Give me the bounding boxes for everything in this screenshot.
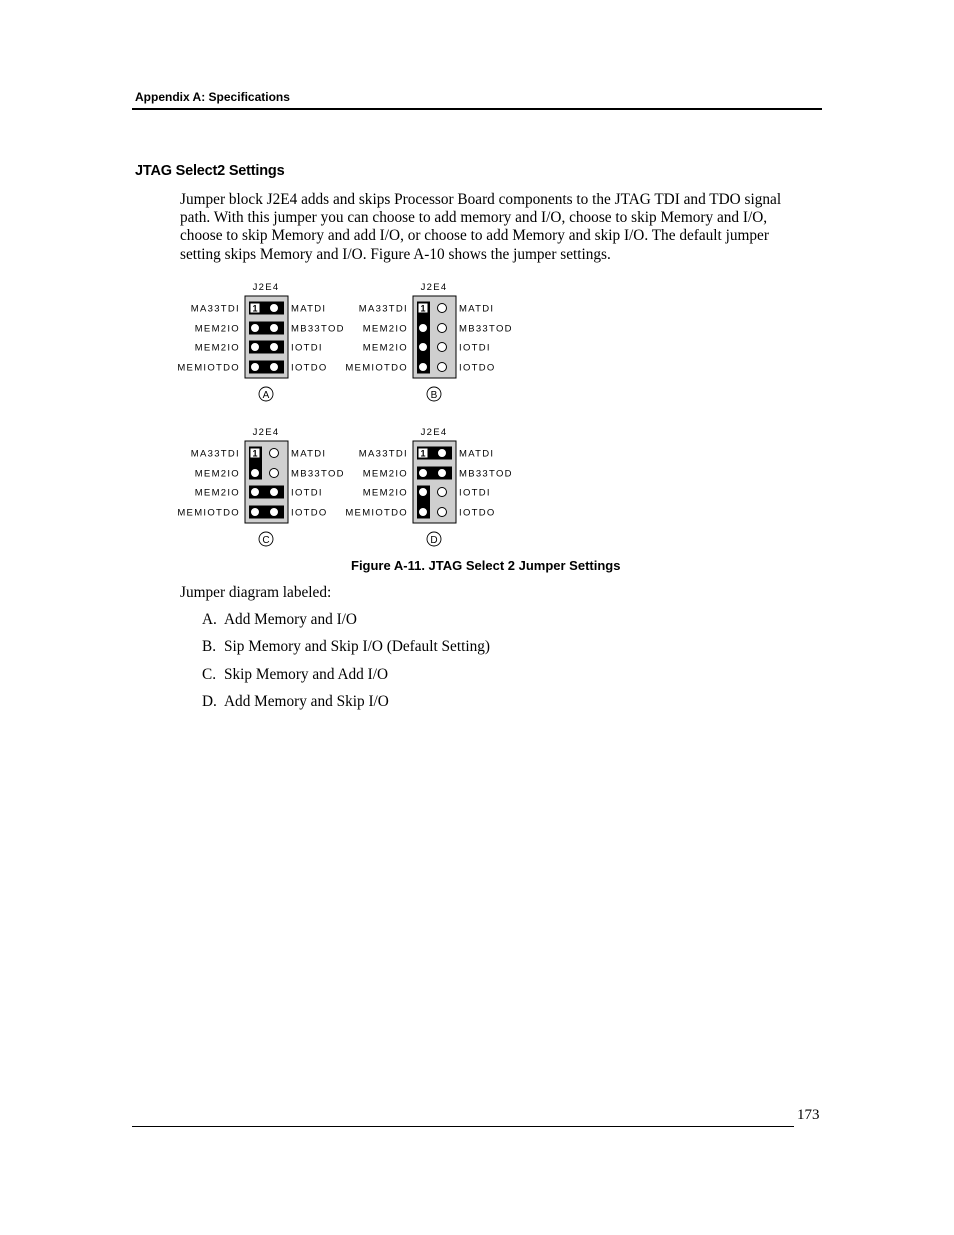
paragraph-line: Jumper block J2E4 adds and skips Processor Board components to the JTAG TDI and TDO signal: [180, 191, 782, 208]
pin-label-left: MEM2IO: [362, 487, 408, 499]
pin-label-left: MEM2IO: [362, 468, 408, 480]
jumper-pin: [251, 343, 260, 352]
pin-label-right: IOTDO: [459, 362, 496, 374]
legend-item-b: [202, 638, 490, 656]
legend-text: Add Memory and Skip I/O: [224, 693, 389, 710]
legend-item-c: [202, 666, 388, 684]
jumper-pin: [270, 304, 279, 313]
pin-label-left: MEM2IO: [194, 468, 240, 480]
pin-label-right: IOTDO: [291, 507, 328, 519]
pin-label-left: MEMIOTDO: [345, 507, 408, 519]
section-title: JTAG Select2 Settings: [135, 163, 285, 179]
pin-label-left: MEMIOTDO: [177, 507, 240, 519]
pin-label-left: MA33TDI: [358, 303, 408, 315]
page-number: 173: [797, 1107, 820, 1123]
pin-label-left: MEM2IO: [362, 323, 408, 335]
pin-label-left: MA33TDI: [190, 448, 240, 460]
jumper-pin: [438, 469, 447, 478]
legend-letter: C.: [202, 666, 217, 683]
page-header: Appendix A: Specifications: [135, 90, 290, 104]
jumper-pin: [438, 363, 447, 372]
pin-label-right: MB33TOD: [459, 468, 513, 480]
legend-item-d: [202, 693, 389, 711]
jumper-pin: [251, 363, 260, 372]
jumper-pin: [419, 324, 428, 333]
pin-label-right: MATDI: [291, 303, 327, 315]
pin-label-left: MEM2IO: [362, 342, 408, 354]
diagram-letter: B: [430, 390, 438, 401]
block-label: J2E4: [420, 427, 448, 438]
figure-caption: Figure A-11. JTAG Select 2 Jumper Settings: [351, 558, 621, 573]
block-label: J2E4: [252, 282, 280, 293]
pin-label-right: IOTDI: [291, 487, 323, 499]
pin-label-left: MEM2IO: [194, 487, 240, 499]
pin-label-left: MA33TDI: [190, 303, 240, 315]
pin-label-left: MEM2IO: [194, 323, 240, 335]
jumper-pin: [270, 363, 279, 372]
jumper-pin: [251, 508, 260, 517]
pin-label-right: IOTDO: [291, 362, 328, 374]
pin-label-right: MB33TOD: [291, 468, 345, 480]
pin-label-right: MATDI: [459, 448, 495, 460]
pin-label-right: IOTDI: [459, 487, 491, 499]
pin-label-right: MB33TOD: [291, 323, 345, 335]
diagram-letter: C: [262, 535, 270, 546]
jumper-pin: [270, 508, 279, 517]
pin-label-right: IOTDO: [459, 507, 496, 519]
footer-rule: [132, 1126, 794, 1127]
jumper-pin: [438, 449, 447, 458]
jumper-pin: [270, 449, 279, 458]
pin-one-label: 1: [252, 303, 258, 314]
jumper-pin: [419, 508, 428, 517]
jumper-pin: [251, 469, 260, 478]
legend-letter: D.: [202, 693, 217, 710]
jumper-pin: [251, 324, 260, 333]
jumper-pin: [438, 304, 447, 313]
pin-label-left: MEMIOTDO: [345, 362, 408, 374]
paragraph-line: setting skips Memory and I/O. Figure A-10 shows the jumper settings.: [180, 245, 611, 263]
legend-letter: A.: [202, 611, 217, 628]
pin-one-label: 1: [420, 448, 426, 459]
diagram-letter: A: [262, 390, 270, 401]
jumper-pin: [438, 343, 447, 352]
pin-one-label: 1: [252, 448, 258, 459]
jumper-pin: [270, 488, 279, 497]
block-label: J2E4: [252, 427, 280, 438]
diagram-letter: D: [430, 535, 438, 546]
pin-label-left: MEM2IO: [194, 342, 240, 354]
paragraph-line: choose to skip Memory and add I/O, or choose to add Memory and skip I/O. The default jumper: [180, 227, 769, 245]
jumper-pin: [270, 469, 279, 478]
jumper-pin: [270, 324, 279, 333]
jumper-pin: [438, 488, 447, 497]
pin-label-right: MATDI: [459, 303, 495, 315]
legend-text: Skip Memory and Add I/O: [224, 666, 389, 683]
pin-label-right: MATDI: [291, 448, 327, 460]
jumper-pin: [438, 324, 447, 333]
jumper-pin: [419, 469, 428, 478]
jumper-pin: [270, 343, 279, 352]
legend-intro: Jumper diagram labeled:: [180, 584, 332, 601]
pin-one-label: 1: [420, 303, 426, 314]
pin-label-left: MA33TDI: [358, 448, 408, 460]
legend-item-a: [202, 611, 357, 629]
legend-letter: B.: [202, 638, 217, 655]
paragraph-line: path. With this jumper you can choose to add memory and I/O, choose to skip Memory and I/O,: [180, 209, 768, 227]
pin-label-left: MEMIOTDO: [177, 362, 240, 374]
block-label: J2E4: [420, 282, 448, 293]
pin-label-right: MB33TOD: [459, 323, 513, 335]
legend-text: Add Memory and I/O: [224, 611, 357, 628]
legend-text: Sip Memory and Skip I/O (Default Setting): [224, 638, 490, 655]
pin-label-right: IOTDI: [459, 342, 491, 354]
jumper-pin: [438, 508, 447, 517]
jumper-pin: [251, 488, 260, 497]
jumper-pin: [419, 343, 428, 352]
jumper-pin: [419, 363, 428, 372]
pin-label-right: IOTDI: [291, 342, 323, 354]
jumper-pin: [419, 488, 428, 497]
